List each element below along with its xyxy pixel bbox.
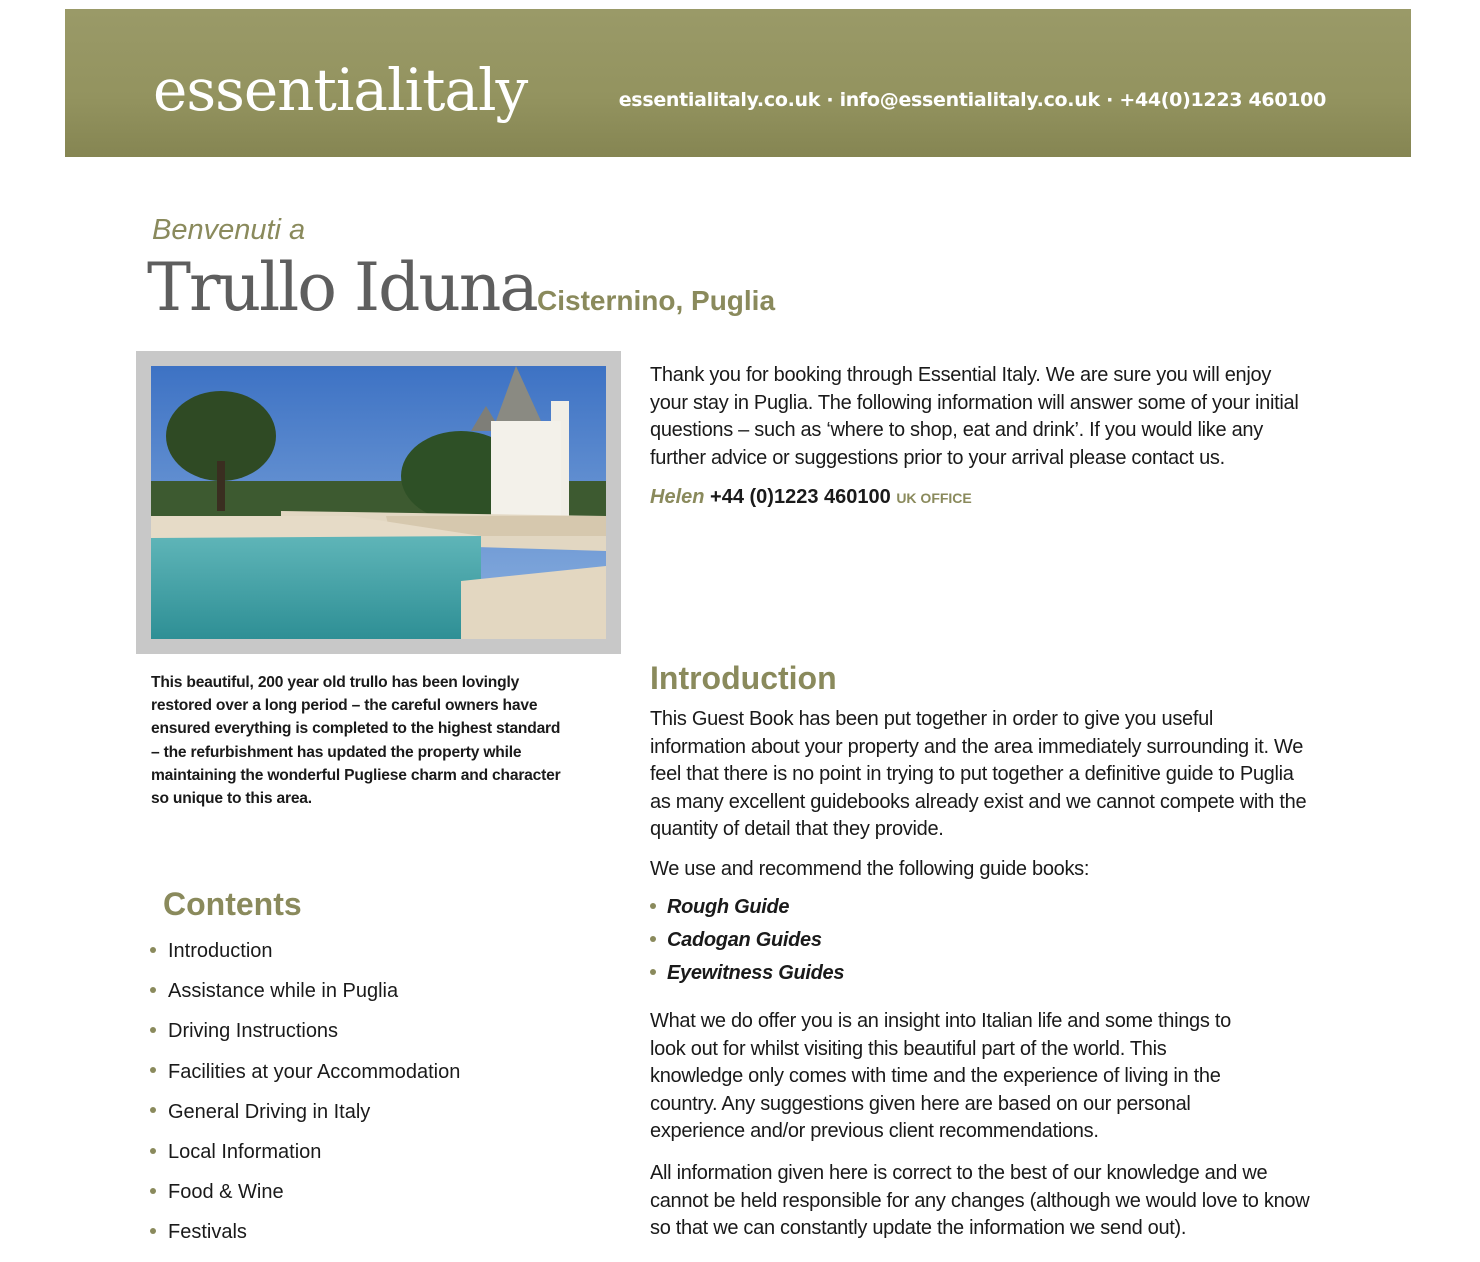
guide-book-item: Rough Guide [650,896,844,929]
bullet-icon [150,1148,156,1154]
contents-heading: Contents [163,886,302,922]
guide-book-item: Cadogan Guides [650,929,844,962]
contents-item[interactable]: Festivals [150,1221,460,1261]
introduction-paragraph-2: We use and recommend the following guide books: [650,858,1090,880]
contents-list [150,940,460,1262]
bullet-icon [150,1188,156,1194]
bullet-icon [150,1228,156,1234]
property-location: Cisternino, Puglia [537,285,776,316]
bullet-icon [150,1107,156,1113]
bullet-icon [650,969,656,975]
contents-item[interactable]: Local Information [150,1141,460,1181]
photo-caption: This beautiful, 200 year old trullo has been lovingly restored over a long period – the careful owners have ensured everything is completed to the highest standard – the refurbishment has updated the property while maintaining the wonderful Pugliese charm and character so unique to this area. [151,674,561,808]
contents-item[interactable]: Introduction [150,940,460,980]
bullet-icon [150,947,156,953]
introduction-paragraph-3: What we do offer you is an insight into Italian life and some things to look out for whilst visiting this beautiful part of the world. This knowledge only comes with time and the experience of living in the country. Any suggestions given here are based on our personal experience and/or previous client recommendations. [650,1010,1231,1142]
introduction-heading: Introduction [650,660,837,696]
contents-item[interactable]: Food & Wine [150,1181,460,1221]
contents-item[interactable]: Driving Instructions [150,1020,460,1060]
header-banner [65,9,1411,157]
bullet-icon [150,1027,156,1033]
bullet-icon [150,1067,156,1073]
bullet-icon [650,936,656,942]
contents-item[interactable]: General Driving in Italy [150,1101,460,1141]
contact-details: essentialitaly.co.uk · info@essentialitaly.co.uk · +44(0)1223 460100 [618,89,1326,111]
trullo-pool-photo [151,366,606,639]
contact-phone: +44 (0)1223 460100 [710,486,891,508]
contents-item[interactable]: Assistance while in Puglia [150,980,460,1020]
property-title: Trullo Iduna [147,249,537,326]
introduction-paragraph-4: All information given here is correct to the best of our knowledge and we cannot be held responsible for any changes (although we would love to know so that we can constantly update the information we send out). [650,1162,1310,1239]
contact-name: Helen [650,486,705,508]
bullet-icon [150,987,156,993]
essentialitaly-logo: essentialitaly [153,56,528,124]
contact-helen [650,486,972,509]
introduction-paragraph-1: This Guest Book has been put together in order to give you useful information about your property and the area immediately surrounding it. We feel that there is no point in trying to put together a definitive guide to Puglia as many excellent guidebooks already exist and we cannot compete with the quantity of detail that they provide. [650,708,1307,840]
contact-office: UK OFFICE [896,490,972,506]
welcome-greeting: Benvenuti a [152,214,306,246]
contents-item[interactable]: Facilities at your Accommodation [150,1061,460,1101]
thank-you-paragraph: Thank you for booking through Essential Italy. We are sure you will enjoy your stay in Puglia. The following information will answer some of your initial questions – such as ‘where to shop, eat and drink’. If you would like any further advice or suggestions prior to your arrival please contact us. [650,364,1299,469]
bullet-icon [650,903,656,909]
guide-book-item: Eyewitness Guides [650,962,844,995]
guide-books-list [650,896,844,995]
